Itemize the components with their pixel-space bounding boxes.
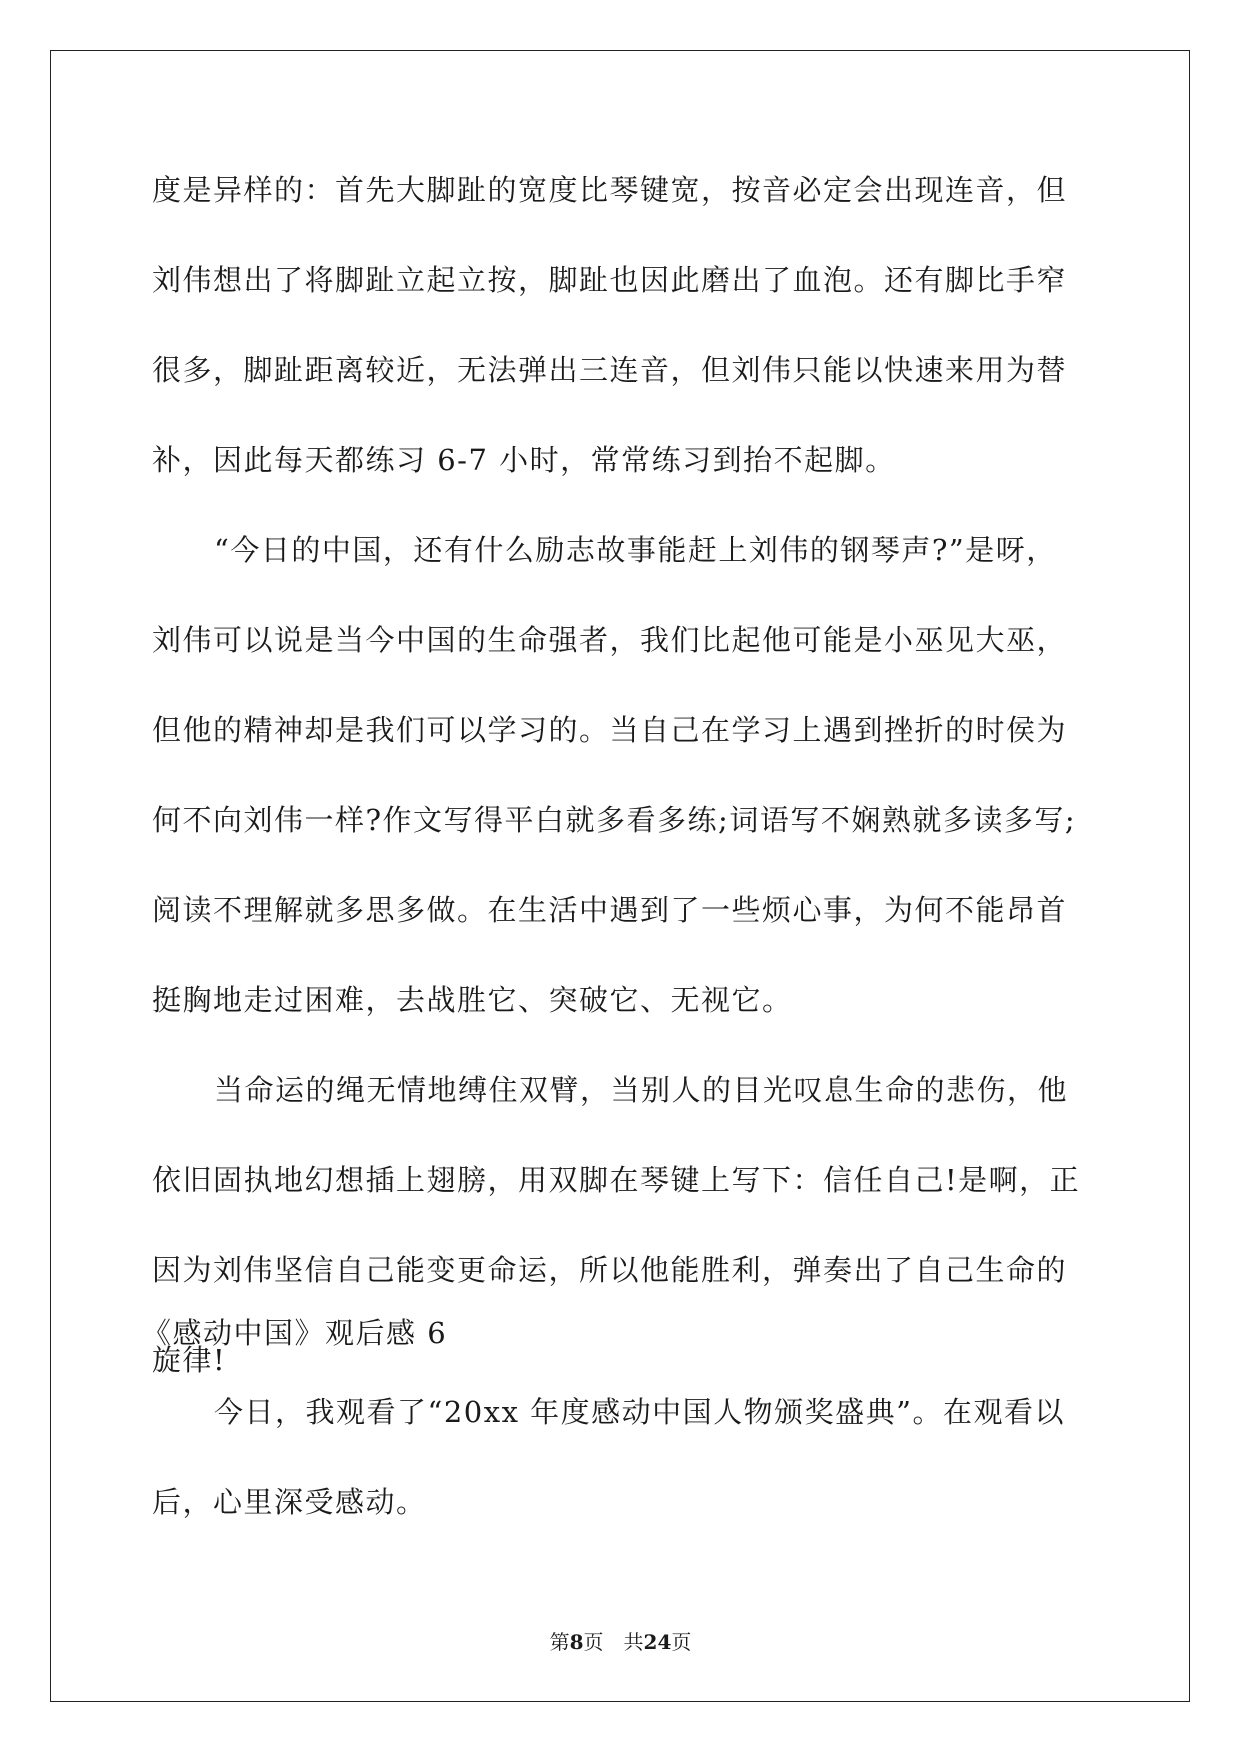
body-line: “今日的中国，还有什么励志故事能赶上刘伟的钢琴声?”是呀， (214, 533, 1057, 567)
total-pages-number: 24 (643, 1630, 672, 1654)
body-line: 今日，我观看了“20xx 年度感动中国人物颁奖盛典”。在观看以 (214, 1395, 1065, 1429)
section-text (152, 1382, 1092, 1562)
body-line: 挺胸地走过困难，去战胜它、突破它、无视它。 (152, 983, 793, 1017)
footer-suffix: 页 (671, 1630, 692, 1654)
body-line: 阅读不理解就多思多做。在生活中遇到了一些烦心事，为何不能昂首 (152, 893, 1068, 927)
body-line: 刘伟可以说是当今中国的生命强者，我们比起他可能是小巫见大巫， (152, 623, 1068, 657)
body-line: 旋律! (152, 1343, 227, 1377)
body-line: 当命运的绳无情地缚住双臂，当别人的目光叹息生命的悲伤，他 (214, 1073, 1069, 1107)
body-line: 度是异样的：首先大脚趾的宽度比琴键宽，按音必定会出现连音，但 (152, 173, 1068, 207)
body-line: 刘伟想出了将脚趾立起立按，脚趾也因此磨出了血泡。还有脚比手窄 (152, 263, 1068, 297)
body-line: 后，心里深受感动。 (152, 1485, 427, 1519)
body-line: 依旧固执地幻想插上翅膀，用双脚在琴键上写下：信任自己!是啊，正 (152, 1163, 1081, 1197)
body-line: 但他的精神却是我们可以学习的。当自己在学习上遇到挫折的时侯为 (152, 713, 1068, 747)
footer-middle: 页 共 (583, 1630, 644, 1654)
body-line: 因为刘伟坚信自己能变更命运，所以他能胜利，弹奏出了自己生命的 (152, 1253, 1068, 1287)
section-heading: 《感动中国》观后感 6 (142, 1316, 448, 1350)
footer-prefix: 第 (549, 1630, 570, 1654)
body-line: 很多，脚趾距离较近，无法弹出三连音，但刘伟只能以快速来用为替 (152, 353, 1068, 387)
current-page-number: 8 (569, 1630, 584, 1654)
page-footer (0, 1628, 1241, 1656)
body-line: 何不向刘伟一样?作文写得平白就多看多练;词语写不娴熟就多读多写; (152, 803, 1077, 837)
body-line: 补，因此每天都练习 6-7 小时，常常练习到抬不起脚。 (152, 443, 896, 477)
body-text (152, 160, 1092, 1420)
